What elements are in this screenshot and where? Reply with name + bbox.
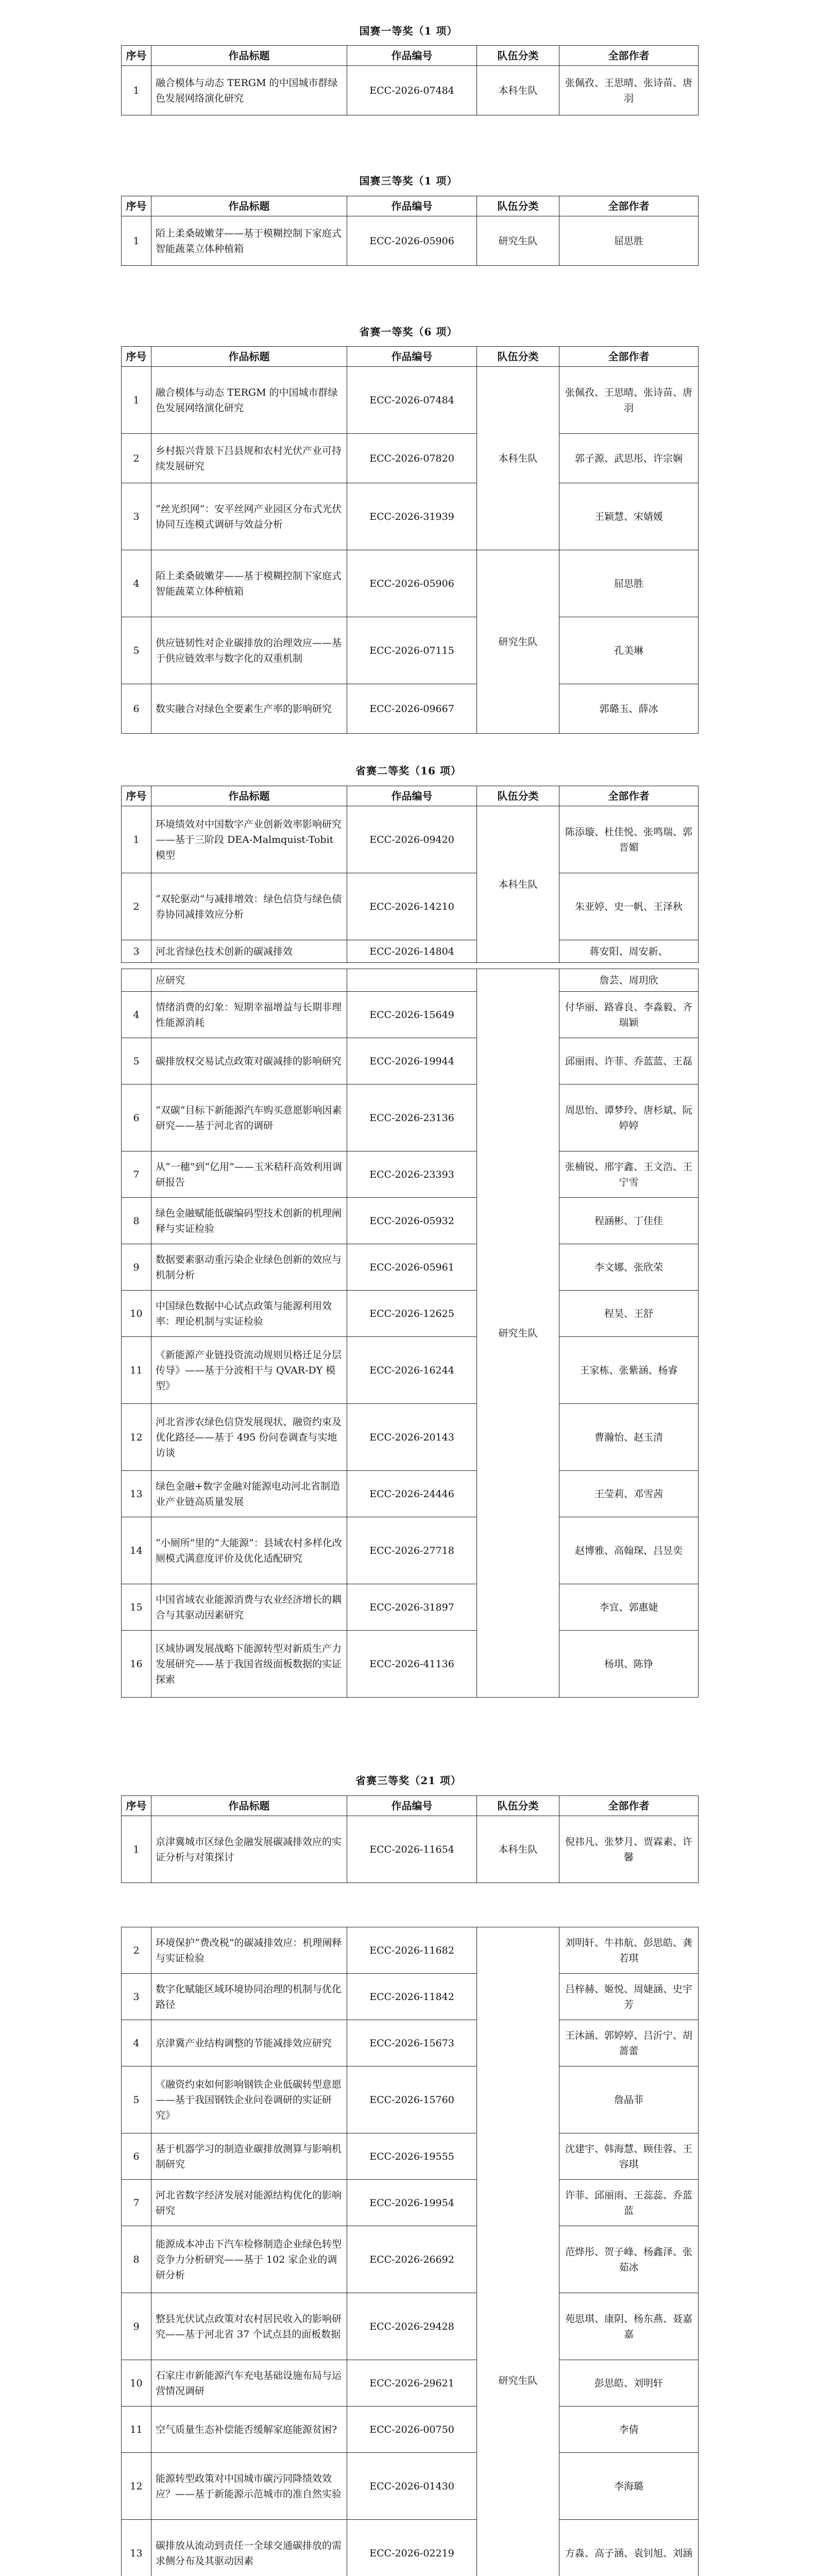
cell-code: ECC-2026-29428	[347, 2293, 477, 2360]
cell-no: 5	[122, 2066, 151, 2133]
cell-no: 4	[122, 2020, 151, 2066]
cell-no	[122, 969, 151, 992]
cell-title: 融合模体与动态 TERGM 的中国城市群绿色发展网络演化研究	[151, 66, 347, 115]
cell-no: 10	[122, 1291, 151, 1337]
cell-no: 13	[122, 2520, 151, 2576]
table-row	[122, 483, 699, 550]
table-row	[122, 617, 699, 684]
table-row	[122, 1584, 699, 1631]
cell-code: ECC-2026-00750	[347, 2406, 477, 2453]
cell-team: 研究生队	[477, 216, 559, 266]
header-authors: 全部作者	[559, 46, 699, 66]
header-title: 作品标题	[151, 786, 347, 806]
table-row	[122, 684, 699, 734]
table-row	[122, 2406, 699, 2453]
table-header-row	[122, 196, 699, 216]
cell-team: 本科生队	[477, 367, 559, 550]
cell-authors: 屈思胜	[559, 550, 699, 617]
cell-code: ECC-2026-16244	[347, 1337, 477, 1404]
cell-code: ECC-2026-11682	[347, 1927, 477, 1974]
section-title-national-third: 国赛三等奖（1 项）	[359, 175, 458, 187]
cell-no: 8	[122, 1198, 151, 1244]
cell-title: 陌上柔桑破嫩芽——基于模糊控制下家庭式智能蔬菜立体种植箱	[151, 550, 347, 617]
cell-authors: 邱丽雨、许菲、乔蓝蓝、王磊	[559, 1038, 699, 1084]
table-row	[122, 806, 699, 873]
table-header-row	[122, 347, 699, 367]
cell-title: “双轮驱动”与减排增效：绿色信贷与绿色债券协同减排效应分析	[151, 873, 347, 940]
cell-title: “双碳”目标下新能源汽车购买意愿影响因素研究——基于河北省的调研	[151, 1084, 347, 1151]
cell-authors: 赵博雅、高翰琛、吕昱奕	[559, 1517, 699, 1584]
cell-authors: 李宜、郭惠婕	[559, 1584, 699, 1631]
cell-authors: 孔美琳	[559, 617, 699, 684]
cell-title: 能源转型政策对中国城市碳污同降绩效效应？——基于新能源示范城市的准自然实验	[151, 2453, 347, 2520]
cell-no: 7	[122, 2180, 151, 2226]
cell-code: ECC-2026-02219	[347, 2520, 477, 2576]
cell-authors: 詹芸、周玥欣	[559, 969, 699, 992]
cell-title: 《新能源产业链投资流动规则贝格迁足分层传导》——基于分波相干与 QVAR-DY 模型》	[151, 1337, 347, 1404]
table-row	[122, 1404, 699, 1471]
cell-title: 数实融合对绿色全要素生产率的影响研究	[151, 684, 347, 734]
cell-code: ECC-2026-05932	[347, 1198, 477, 1244]
cell-no: 2	[122, 873, 151, 940]
table-row	[122, 216, 699, 266]
award-table-provincial-first	[121, 346, 699, 734]
award-table-provincial-second	[121, 786, 699, 963]
cell-authors: 蒋安阳、周安新、	[559, 940, 699, 963]
cell-team: 本科生队	[477, 66, 559, 115]
header-authors: 全部作者	[559, 1796, 699, 1816]
cell-team: 研究生队	[477, 550, 559, 734]
cell-no: 1	[122, 1816, 151, 1883]
cell-code: ECC-2026-05906	[347, 216, 477, 266]
table-header-row	[122, 1796, 699, 1816]
table-row	[122, 1974, 699, 2020]
cell-authors: 吕梓赫、姬悦、周婕涵、史宇芳	[559, 1974, 699, 2020]
cell-team: 本科生队	[477, 806, 559, 963]
cell-title: 环境绩效对中国数字产业创新效率影响研究——基于三阶段 DEA-Malmquist-Tobit 模型	[151, 806, 347, 873]
award-table-national-third	[121, 196, 699, 266]
cell-no: 9	[122, 1244, 151, 1291]
cell-authors: 方淼、高子涵、袁钊旭、刘涵	[559, 2520, 699, 2576]
cell-code: ECC-2026-20143	[347, 1404, 477, 1471]
cell-no: 2	[122, 1927, 151, 1974]
cell-no: 7	[122, 1151, 151, 1198]
cell-no: 4	[122, 550, 151, 617]
cell-title: 从“一穗”到“亿用”——玉米秸秆高效利用调研报告	[151, 1151, 347, 1198]
cell-title: 碳排放权交易试点政策对碳减排的影响研究	[151, 1038, 347, 1084]
table-header-row	[122, 46, 699, 66]
cell-title: 河北省绿色技术创新的碳减排效	[151, 940, 347, 963]
cell-no: 4	[122, 992, 151, 1038]
cell-authors: 付华丽、路睿良、李淼毅、齐瑞颖	[559, 992, 699, 1038]
header-team: 队伍分类	[477, 46, 559, 66]
award-table-provincial-second-cont	[121, 969, 699, 1698]
cell-authors: 朱亚婷、史一帆、王泽秋	[559, 873, 699, 940]
cell-no: 1	[122, 216, 151, 266]
cell-title: 中国省域农业能源消费与农业经济增长的耦合与其驱动因素研究	[151, 1584, 347, 1631]
cell-title: 应研究	[151, 969, 347, 992]
cell-no: 3	[122, 940, 151, 963]
cell-authors: 王沐涵、郭婷婷、吕沂宁、胡蔷蕾	[559, 2020, 699, 2066]
cell-authors: 苑思琪、康阴、杨东燕、聂嘉嘉	[559, 2293, 699, 2360]
cell-title: 京津冀产业结构调整的节能减排效应研究	[151, 2020, 347, 2066]
table-row	[122, 1337, 699, 1404]
header-title: 作品标题	[151, 1796, 347, 1816]
table-row	[122, 2226, 699, 2293]
cell-code: ECC-2026-09420	[347, 806, 477, 873]
header-no: 序号	[122, 347, 151, 367]
cell-code: ECC-2026-41136	[347, 1631, 477, 1698]
header-title: 作品标题	[151, 196, 347, 216]
cell-title: 区域协调发展战略下能源转型对新质生产力发展研究——基于我国省级面板数据的实证探索	[151, 1631, 347, 1698]
award-table-national-first	[121, 45, 699, 115]
table-row	[122, 2020, 699, 2066]
header-no: 序号	[122, 196, 151, 216]
cell-no: 13	[122, 1471, 151, 1517]
cell-no: 5	[122, 617, 151, 684]
table-row	[122, 66, 699, 115]
table-row	[122, 1084, 699, 1151]
table-row	[122, 2453, 699, 2520]
cell-title: 河北省数字经济发展对能源结构优化的影响研究	[151, 2180, 347, 2226]
table-row	[122, 1244, 699, 1291]
cell-title: 环境保护“费改税”的碳减排效应：机理阐释与实证检验	[151, 1927, 347, 1974]
cell-code: ECC-2026-19555	[347, 2133, 477, 2180]
cell-code: ECC-2026-07820	[347, 434, 477, 483]
cell-title: 石家庄市新能源汽车充电基础设施布局与运营情况调研	[151, 2360, 347, 2406]
cell-code: ECC-2026-29621	[347, 2360, 477, 2406]
cell-no: 12	[122, 1404, 151, 1471]
cell-no: 12	[122, 2453, 151, 2520]
cell-title: 供应链韧性对企业碳排放的治理效应——基于供应链效率与数字化的双重机制	[151, 617, 347, 684]
header-code: 作品编号	[347, 46, 477, 66]
table-row	[122, 940, 699, 963]
cell-authors: 周思怡、谭梦玲、唐杉斌、阮婷婷	[559, 1084, 699, 1151]
section-title-provincial-first: 省赛一等奖（6 项）	[359, 326, 458, 338]
cell-code: ECC-2026-31939	[347, 483, 477, 550]
cell-code: ECC-2026-24446	[347, 1471, 477, 1517]
cell-authors: 张佩孜、王思晴、张诗苗、唐羽	[559, 66, 699, 115]
table-row	[122, 550, 699, 617]
cell-code: ECC-2026-14210	[347, 873, 477, 940]
table-row	[122, 2066, 699, 2133]
table-row	[122, 1631, 699, 1698]
cell-no: 16	[122, 1631, 151, 1698]
cell-authors: 沈建宇、韩海慧、顾佳蓉、王容琪	[559, 2133, 699, 2180]
cell-authors: 詹晶菲	[559, 2066, 699, 2133]
table-row	[122, 2520, 699, 2576]
cell-team: 本科生队	[477, 1816, 559, 1883]
cell-code: ECC-2026-31897	[347, 1584, 477, 1631]
cell-code: ECC-2026-01430	[347, 2453, 477, 2520]
cell-no: 10	[122, 2360, 151, 2406]
section-title-provincial-third: 省赛三等奖（21 项）	[355, 1774, 462, 1787]
table-row	[122, 1927, 699, 1974]
cell-no: 1	[122, 66, 151, 115]
award-table-provincial-third	[121, 1795, 699, 1883]
table-row	[122, 1291, 699, 1337]
cell-title: 河北省涉农绿色信贷发展现状、融资约束及优化路径——基于 495 份问卷调查与实地访谈	[151, 1404, 347, 1471]
table-row	[122, 367, 699, 434]
cell-title: 乡村振兴背景下吕县规和农村光伏产业可持续发展研究	[151, 434, 347, 483]
table-row	[122, 434, 699, 483]
cell-code: ECC-2026-07115	[347, 617, 477, 684]
table-row	[122, 1198, 699, 1244]
cell-authors: 陈添璇、杜佳悦、张鸣瑞、郭晋媚	[559, 806, 699, 873]
cell-no: 8	[122, 2226, 151, 2293]
cell-no: 6	[122, 684, 151, 734]
cell-authors: 曹瀚怡、赵玉清	[559, 1404, 699, 1471]
cell-title: 绿色金融+数字金融对能源电动河北省制造业产业链高质量发展	[151, 1471, 347, 1517]
cell-no: 15	[122, 1584, 151, 1631]
cell-title: 空气质量生态补偿能否缓解家庭能源贫困?	[151, 2406, 347, 2453]
table-row	[122, 1038, 699, 1084]
cell-authors: 郭璐玉、薛冰	[559, 684, 699, 734]
cell-no: 6	[122, 2133, 151, 2180]
table-row	[122, 2133, 699, 2180]
cell-code	[347, 969, 477, 992]
cell-title: 基于机器学习的制造业碳排放测算与影响机制研究	[151, 2133, 347, 2180]
cell-authors: 张佩孜、王思晴、张诗苗、唐羽	[559, 367, 699, 434]
cell-no: 11	[122, 1337, 151, 1404]
cell-code: ECC-2026-27718	[347, 1517, 477, 1584]
cell-title: 绿色金融赋能低碳编码型技术创新的机理阐释与实证检验	[151, 1198, 347, 1244]
header-code: 作品编号	[347, 347, 477, 367]
cell-title: 情绪消费的幻象：短期幸福增益与长期非理性能源消耗	[151, 992, 347, 1038]
cell-no: 1	[122, 367, 151, 434]
cell-no: 6	[122, 1084, 151, 1151]
table-row	[122, 1816, 699, 1883]
cell-no: 11	[122, 2406, 151, 2453]
header-team: 队伍分类	[477, 196, 559, 216]
cell-code: ECC-2026-23136	[347, 1084, 477, 1151]
cell-team: 研究生队	[477, 1927, 559, 2576]
cell-authors: 李海璐	[559, 2453, 699, 2520]
cell-authors: 王莹莉、邓雪茜	[559, 1471, 699, 1517]
cell-title: 碳排放从流动到责任一全球交通碳排放的需求侧分布及其驱动因素	[151, 2520, 347, 2576]
header-team: 队伍分类	[477, 347, 559, 367]
cell-authors: 许菲、邱丽雨、王蕊蕊、乔蓝蓝	[559, 2180, 699, 2226]
cell-code: ECC-2026-15673	[347, 2020, 477, 2066]
header-no: 序号	[122, 1796, 151, 1816]
cell-title: 能源成本冲击下汽车检修制造企业绿色转型竞争力分析研究——基于 102 家企业的调研分析	[151, 2226, 347, 2293]
header-no: 序号	[122, 46, 151, 66]
header-code: 作品编号	[347, 196, 477, 216]
table-row	[122, 873, 699, 940]
cell-code: ECC-2026-26692	[347, 2226, 477, 2293]
table-row	[122, 969, 699, 992]
cell-code: ECC-2026-09667	[347, 684, 477, 734]
cell-authors: 程涵彬、丁佳佳	[559, 1198, 699, 1244]
table-header-row	[122, 786, 699, 806]
cell-team: 研究生队	[477, 969, 559, 1698]
section-title-national-first: 国赛一等奖（1 项）	[359, 25, 458, 37]
cell-code: ECC-2026-11654	[347, 1816, 477, 1883]
cell-authors: 倪祎凡、张梦月、贾霖素、许馨	[559, 1816, 699, 1883]
cell-title: 整县光伏试点政策对农村居民收入的影响研究——基于河北省 37 个试点县的面板数据	[151, 2293, 347, 2360]
cell-no: 1	[122, 806, 151, 873]
cell-code: ECC-2026-07484	[347, 66, 477, 115]
cell-title: 京津冀城市区绿色金融发展碳减排效应的实证分析与对策探讨	[151, 1816, 347, 1883]
cell-no: 3	[122, 1974, 151, 2020]
cell-authors: 李文娜、张欣荣	[559, 1244, 699, 1291]
header-title: 作品标题	[151, 347, 347, 367]
table-row	[122, 1151, 699, 1198]
cell-title: 《融资约束如何影响钢铁企业低碳转型意愿——基于我国钢铁企业问卷调研的实证研究》	[151, 2066, 347, 2133]
cell-code: ECC-2026-05906	[347, 550, 477, 617]
header-team: 队伍分类	[477, 786, 559, 806]
cell-authors: 郭子源、武思彤、许宗娴	[559, 434, 699, 483]
cell-no: 2	[122, 434, 151, 483]
cell-code: ECC-2026-19954	[347, 2180, 477, 2226]
cell-authors: 杨琪、陈铮	[559, 1631, 699, 1698]
table-row	[122, 1471, 699, 1517]
cell-no: 9	[122, 2293, 151, 2360]
cell-title: 陌上柔桑破嫩芽——基于模糊控制下家庭式智能蔬菜立体种植箱	[151, 216, 347, 266]
header-no: 序号	[122, 786, 151, 806]
cell-authors: 彭思皓、刘明轩	[559, 2360, 699, 2406]
cell-title: 融合模体与动态 TERGM 的中国城市群绿色发展网络演化研究	[151, 367, 347, 434]
cell-title: 中国绿色数据中心试点政策与能源利用效率：理论机制与实证检验	[151, 1291, 347, 1337]
cell-authors: 刘明轩、牛祎航、彭思皓、龚若琪	[559, 1927, 699, 1974]
header-code: 作品编号	[347, 1796, 477, 1816]
cell-code: ECC-2026-07484	[347, 367, 477, 434]
cell-authors: 王颖慧、宋婧媛	[559, 483, 699, 550]
cell-no: 3	[122, 483, 151, 550]
table-row	[122, 2360, 699, 2406]
table-row	[122, 2180, 699, 2226]
cell-code: ECC-2026-14804	[347, 940, 477, 963]
cell-authors: 王家栋、张紫涵、杨睿	[559, 1337, 699, 1404]
cell-no: 14	[122, 1517, 151, 1584]
cell-code: ECC-2026-19944	[347, 1038, 477, 1084]
cell-code: ECC-2026-05961	[347, 1244, 477, 1291]
table-row	[122, 1517, 699, 1584]
header-title: 作品标题	[151, 46, 347, 66]
cell-title: “丝光织网”：安平丝网产业园区分布式光伏协同互连模式调研与效益分析	[151, 483, 347, 550]
header-authors: 全部作者	[559, 347, 699, 367]
header-team: 队伍分类	[477, 1796, 559, 1816]
section-title-provincial-second: 省赛二等奖（16 项）	[355, 765, 462, 777]
cell-no: 5	[122, 1038, 151, 1084]
cell-authors: 李倩	[559, 2406, 699, 2453]
cell-title: “小厕所”里的“大能源”：县域农村多样化改厕模式满意度评价及优化适配研究	[151, 1517, 347, 1584]
table-row	[122, 992, 699, 1038]
header-code: 作品编号	[347, 786, 477, 806]
cell-authors: 张楠锐、邢宇鑫、王文浩、王宁雪	[559, 1151, 699, 1198]
cell-code: ECC-2026-15649	[347, 992, 477, 1038]
cell-code: ECC-2026-23393	[347, 1151, 477, 1198]
cell-authors: 程昊、王舒	[559, 1291, 699, 1337]
cell-title: 数字化赋能区域环境协同治理的机制与优化路径	[151, 1974, 347, 2020]
table-row	[122, 2293, 699, 2360]
cell-code: ECC-2026-15760	[347, 2066, 477, 2133]
award-table-provincial-third-cont	[121, 1927, 699, 2576]
header-authors: 全部作者	[559, 786, 699, 806]
cell-title: 数据要素驱动重污染企业绿色创新的效应与机制分析	[151, 1244, 347, 1291]
cell-code: ECC-2026-12625	[347, 1291, 477, 1337]
cell-authors: 范烨彤、贺子峰、杨鑫泽、张茹冰	[559, 2226, 699, 2293]
cell-authors: 屈思胜	[559, 216, 699, 266]
header-authors: 全部作者	[559, 196, 699, 216]
cell-code: ECC-2026-11842	[347, 1974, 477, 2020]
